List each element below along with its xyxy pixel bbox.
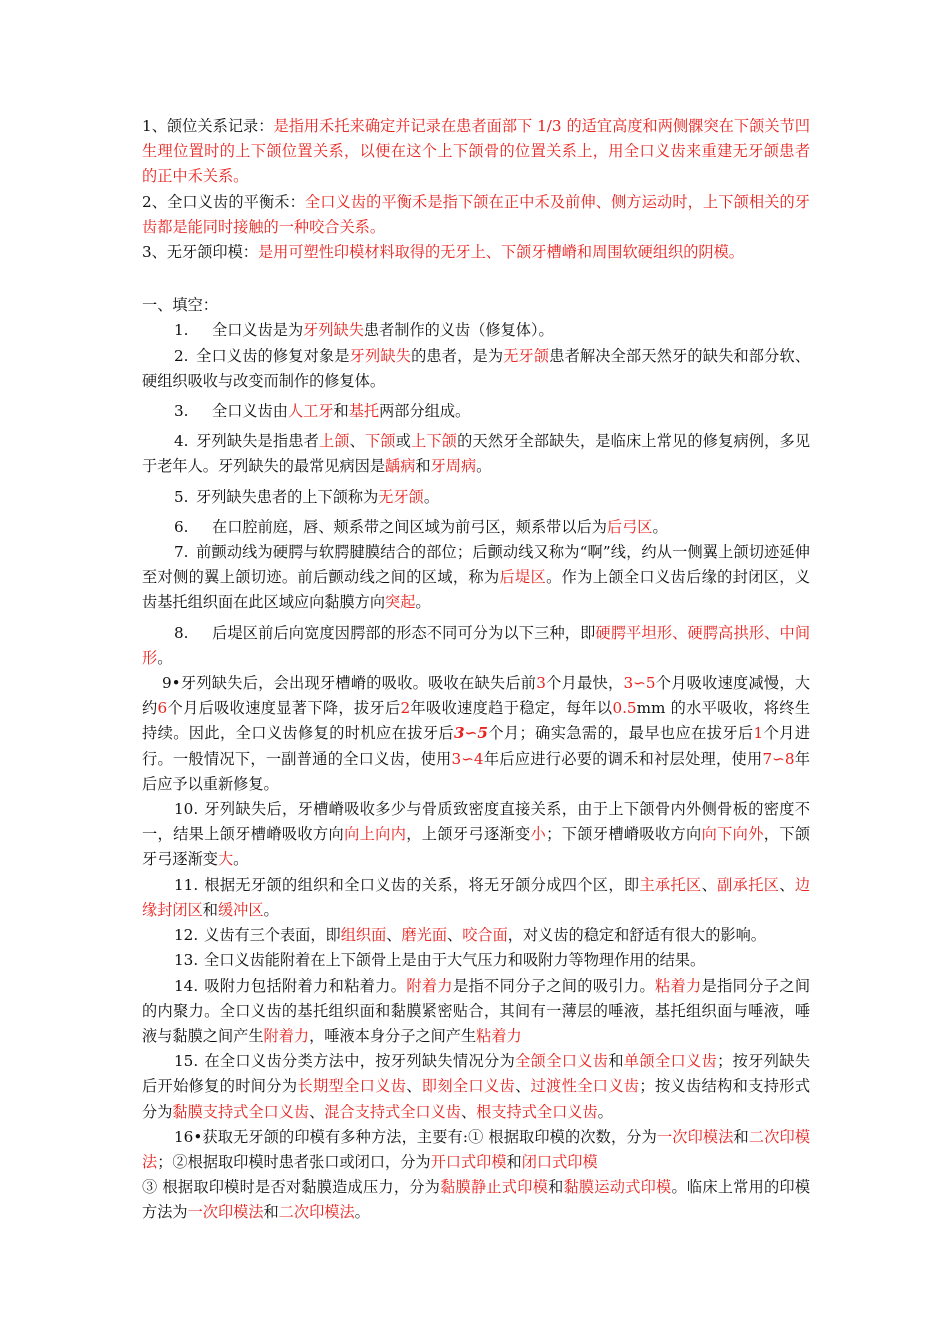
item-text: ；按牙列缺失后开始修复的时间分为 <box>142 1052 811 1096</box>
item-text: 全口义齿的修复对象是 <box>196 346 350 365</box>
item-number: 6. <box>174 517 189 536</box>
item-answer: 一次印模法 <box>187 1203 264 1222</box>
item-answer: 人工牙 <box>287 402 334 421</box>
item-text: 、 <box>406 1077 422 1096</box>
item-answer: 粘着力 <box>654 976 702 995</box>
item-number: 11. <box>174 875 199 894</box>
item-number: 1. <box>174 321 189 340</box>
item-answer: 向下向外 <box>701 825 764 844</box>
fill-item-15 <box>142 1049 810 1125</box>
item-text: 、 <box>701 875 718 894</box>
item-answer: 小 <box>530 825 547 844</box>
item-answer: 单颌全口义齿 <box>623 1052 718 1071</box>
item-answer: 长期型全口义齿 <box>297 1077 407 1096</box>
definition-label: 1、颌位关系记录： <box>142 117 274 135</box>
item-text: 和 <box>608 1052 624 1071</box>
fill-item-7 <box>142 540 810 616</box>
item-text: 个月进行。一般情况下，一副普通的全口义齿，使用 <box>142 724 811 768</box>
item-text: 全口义齿能附着在上下颌骨上是由于大气压力和吸附力等物理作用的结果。 <box>204 951 706 970</box>
item-answer: 无牙颌 <box>378 487 424 506</box>
item-text: mm 的水平吸收，将终生持续。因此，全口义齿修复的时机应在拔牙后 <box>142 699 811 743</box>
item-text: 前颤动线为硬腭与软腭腱膜结合的部位；后颤动线又称为“啊”线，约从一侧翼上颌切迹延伸至对侧的翼上颌切迹。前后颤动线之间的区域，称为 <box>142 543 810 587</box>
item-answer: 2 <box>400 699 411 718</box>
item-answer: 6 <box>157 699 168 718</box>
item-text: 个月最快， <box>545 674 624 693</box>
item-text: 年吸收速度趋于稳定，每年以 <box>410 699 613 718</box>
item-answer: 3∽5 <box>623 674 656 693</box>
item-text: 和 <box>506 1152 522 1171</box>
fill-item-10 <box>142 797 810 873</box>
item-number: 10. <box>174 800 199 819</box>
item-answer: 附着力 <box>406 976 453 995</box>
item-text: ，对义齿的稳定和舒适有很大的影响。 <box>507 926 766 945</box>
item-number: 2. <box>174 346 189 365</box>
item-answer: 大 <box>217 850 234 869</box>
fill-item-16 <box>142 1125 810 1175</box>
item-text: 吸附力包括附着力和粘着力。 <box>204 976 407 995</box>
item-text: 和 <box>415 457 431 476</box>
item-text: 。 <box>597 1102 613 1121</box>
item-text: ；按义齿结构和支持形式分为 <box>142 1077 811 1121</box>
item-answer: 黏膜支持式全口义齿 <box>172 1102 310 1121</box>
fill-item-1 <box>142 318 810 343</box>
item-text: 牙列缺失后，牙槽嵴吸收多少与骨质致密度直接关系，由于上下颌骨内外侧骨板的密度不一，结果上颌牙槽嵴吸收方向 <box>142 800 810 844</box>
item-text: 根据无牙颌的组织和全口义齿的关系，将无牙颌分成四个区，即 <box>204 875 640 894</box>
item-answer: 黏膜静止式印模 <box>440 1178 549 1197</box>
item-text: 牙列缺失是指患者 <box>196 432 319 451</box>
item-number: 15. <box>174 1052 199 1071</box>
item-answer: 向上向内 <box>344 825 407 844</box>
definition-2 <box>142 190 810 240</box>
item-text: 在全口义齿分类方法中，按牙列缺失情况分为 <box>204 1052 516 1071</box>
item-text: 个月；确实急需的，最早也应在拔牙后 <box>487 724 754 743</box>
item-answer: 二次印模法 <box>278 1203 355 1222</box>
item-answer: 上颌 <box>318 432 350 451</box>
item-number: 13. <box>174 951 199 970</box>
item-answer: 即刻全口义齿 <box>421 1077 516 1096</box>
item-text: 、 <box>515 1077 531 1096</box>
item-answer: 咬合面 <box>462 926 508 945</box>
item-text: 是指同分子之间的内聚力。全口义齿的基托组织面和黏膜紧密贴合，其间有一薄层的唾液，基托组织面与唾液，唾液与黏膜之间产生 <box>142 976 811 1045</box>
item-answer: 硬腭平坦形、硬腭高拱形、中间形 <box>142 623 811 667</box>
item-answer: 3 <box>536 674 546 693</box>
item-text: 患者制作的义齿（修复体）。 <box>363 321 554 340</box>
item-text: 和 <box>263 1203 279 1222</box>
item-number: 12. <box>174 926 199 945</box>
item-number: 14. <box>174 976 199 995</box>
item-answer: 根支持式全口义齿 <box>476 1102 598 1121</box>
item-text: 。 <box>263 900 279 919</box>
definition-label: 2、全口义齿的平衡禾： <box>142 192 305 211</box>
fill-item-3 <box>142 399 810 424</box>
definition-text: 全口义齿的平衡禾是指下颌在正中禾及前伸、侧方运动时，上下颌相关的牙齿都是能同时接触的一种咬合关系。 <box>142 192 810 236</box>
item-answer: 3∽4 <box>451 749 484 768</box>
item-number: 9• <box>162 674 181 693</box>
item-answer: 1 <box>753 724 764 743</box>
item-number: 5. <box>174 487 189 506</box>
item-answer: 牙列缺失 <box>303 321 364 340</box>
item-answer: 牙列缺失 <box>349 346 412 365</box>
item-answer: 3∽5 <box>454 724 488 743</box>
definition-text: 是指用禾托来确定并记录在患者面部下 1/3 的适宜高度和两侧髁突在下颌关节凹生理位置时的上下颌位置关系，以便在这个上下颌骨的位置关系上，用全口义齿来重建无牙颌患者的正中禾关系。 <box>142 117 810 186</box>
item-text: 后堤区前后向宽度因腭部的形态不同可分为以下三种，即 <box>212 623 596 642</box>
item-answer: 无牙颌 <box>503 346 550 365</box>
item-answer: 全颌全口义齿 <box>515 1052 609 1071</box>
item-text: 、 <box>386 926 402 945</box>
item-answer: 黏膜运动式印模 <box>563 1178 672 1197</box>
item-text: 和 <box>548 1178 564 1197</box>
item-number: 4. <box>174 432 189 451</box>
item-text: 。 <box>354 1203 370 1222</box>
item-text: 、 <box>460 1102 477 1121</box>
item-answer: 下颌 <box>365 432 396 451</box>
section-heading: 一、填空： <box>142 296 218 315</box>
item-text: 两部分组成。 <box>379 402 471 421</box>
item-text: 、 <box>309 1102 325 1121</box>
item-answer: 开口式印模 <box>430 1152 507 1171</box>
item-answer: 上下颌 <box>411 432 458 451</box>
item-text: 牙列缺失患者的上下颌称为 <box>196 487 379 506</box>
item-answer: 磨光面 <box>401 926 447 945</box>
item-text: 个月后吸收速度显著下降，拔牙后 <box>167 699 401 718</box>
fill-item-16-continued <box>142 1175 810 1225</box>
fill-item-8 <box>142 621 810 671</box>
definition-text: 是用可塑性印模材料取得的无牙上、下颌牙槽嵴和周围软硬组织的阴模。 <box>257 243 744 262</box>
item-answer: 主承托区 <box>639 875 702 894</box>
fill-item-11 <box>142 873 810 923</box>
item-text: 个月吸收速度减慢，大约 <box>142 674 811 718</box>
fill-item-6 <box>142 515 810 540</box>
fill-item-13 <box>142 948 810 973</box>
item-answer: 缓冲区 <box>217 900 264 919</box>
item-text: 和 <box>202 900 218 919</box>
item-text: ③ 根据取印模时是否对黏膜造成压力，分为 <box>142 1178 441 1197</box>
item-answer: 牙周病 <box>430 457 477 476</box>
item-answer: 一次印模法 <box>656 1127 734 1146</box>
item-text: 、 <box>447 926 463 945</box>
item-text: 。作为上颌全口义齿后缘的封闭区，义齿基托组织面在此区域应向黏膜方向 <box>142 568 811 612</box>
item-text: ，下颌牙弓逐渐变 <box>142 825 811 869</box>
item-answer: 龋病 <box>385 457 416 476</box>
fill-item-2 <box>142 344 810 394</box>
definition-label: 3、无牙颌印模： <box>142 243 258 262</box>
item-number: 3. <box>174 402 189 421</box>
item-text: 。 <box>415 593 431 612</box>
item-text: 和 <box>333 402 349 421</box>
item-answer: 过渡性全口义齿 <box>530 1077 640 1096</box>
item-text: 在口腔前庭，唇、颊系带之间区域为前弓区，颊系带以后为 <box>212 517 607 536</box>
item-text: 年后应进行必要的调禾和衬层处理，使用 <box>483 749 763 768</box>
definition-1 <box>142 114 810 190</box>
fill-item-5 <box>142 485 810 510</box>
item-text: 年后应予以重新修复。 <box>142 749 811 793</box>
item-text: 义齿有三个表面，即 <box>204 926 341 945</box>
item-text: ；下颌牙槽嵴吸收方向 <box>546 825 702 844</box>
item-text: 的患者，是为 <box>411 346 504 365</box>
item-answer: 二次印模法 <box>142 1127 811 1171</box>
item-text: 或 <box>395 432 412 451</box>
item-text: 全口义齿是为 <box>212 321 304 340</box>
item-answer: 闭口式印模 <box>521 1152 598 1171</box>
item-text: 患者解决全部天然牙的缺失和部分软、硬组织吸收与改变而制作的修复体。 <box>142 346 811 390</box>
item-number: 16• <box>174 1127 203 1146</box>
item-answer: 混合支持式全口义齿 <box>324 1102 461 1121</box>
item-text: 。临床上常用的印模方法为 <box>142 1178 811 1222</box>
item-text: 是指不同分子之间的吸引力。 <box>452 976 655 995</box>
item-answer: 组织面 <box>340 926 387 945</box>
fill-item-12 <box>142 923 810 948</box>
item-answer: 0.5 <box>612 699 637 718</box>
fill-item-9 <box>142 671 810 797</box>
item-text: 获取无牙颌的印模有多种方法，主要有:① 根据取印模的次数，分为 <box>202 1127 657 1146</box>
item-text: 、 <box>349 432 366 451</box>
item-text: 和 <box>733 1127 749 1146</box>
fill-item-4 <box>142 429 810 479</box>
item-text: 。 <box>652 517 668 536</box>
item-text: 。 <box>157 648 173 667</box>
item-answer: 突起 <box>385 593 416 612</box>
item-number: 7. <box>174 543 189 562</box>
item-text: 。 <box>476 457 492 476</box>
item-answer: 7∽8 <box>762 749 795 768</box>
item-answer: 边缘封闭区 <box>142 875 811 919</box>
item-text: 。 <box>233 850 249 869</box>
item-answer: 副承托区 <box>717 875 780 894</box>
definition-3 <box>142 240 810 265</box>
item-text: 。 <box>423 487 439 506</box>
item-text: ，唾液本身分子之间产生 <box>309 1026 477 1045</box>
item-number: 8. <box>174 623 189 642</box>
item-answer: 附着力 <box>263 1026 310 1045</box>
item-text: 、 <box>779 875 795 894</box>
item-answer: 基托 <box>348 402 380 421</box>
item-answer: 后弓区 <box>606 517 653 536</box>
item-text: ；②根据取印模时患者张口或闭口，分为 <box>157 1152 431 1171</box>
item-text: ，上颌牙弓逐渐变 <box>406 825 531 844</box>
fill-item-14 <box>142 974 810 1050</box>
item-answer: 后堤区 <box>499 568 547 587</box>
item-answer: 粘着力 <box>476 1026 522 1045</box>
item-text: 的天然牙全部缺失，是临床上常见的修复病例，多见于老年人。牙列缺失的最常见病因是 <box>142 432 811 476</box>
item-text: 牙列缺失后，会出现牙槽嵴的吸收。吸收在缺失后前 <box>180 674 537 693</box>
item-text: 全口义齿由 <box>212 402 288 421</box>
